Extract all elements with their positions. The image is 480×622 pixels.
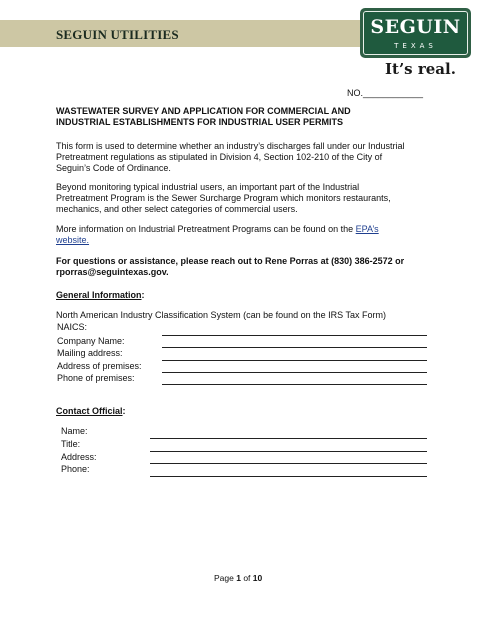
- page-footer: Page 1 of 10: [214, 573, 263, 583]
- company-name-field[interactable]: [162, 347, 427, 348]
- intro-line-3: Seguin’s Code of Ordinance.: [56, 163, 171, 173]
- epa-link-continued[interactable]: website.: [56, 235, 90, 245]
- epa-link[interactable]: EPA’s: [355, 224, 379, 234]
- header-banner: [0, 20, 362, 47]
- surcharge-line-1: Beyond monitoring typical industrial users, an important part of the Industrial: [56, 182, 360, 192]
- intro-line-1: This form is used to determine whether an industry’s discharges fall under our Industrial: [56, 141, 405, 151]
- naics-field[interactable]: [162, 335, 427, 336]
- official-name-field[interactable]: [150, 438, 427, 439]
- logo-subtitle: TEXAS: [394, 42, 437, 50]
- contact-official-heading: Contact Official:: [56, 406, 126, 416]
- contact-line-1: For questions or assistance, please reach out to Rene Porras at (830) 386-2572 or: [56, 256, 405, 266]
- seguin-logo: [360, 8, 471, 58]
- surcharge-line-2: Pretreatment Program is the Sewer Surcharge Program which monitors restaurants,: [56, 193, 391, 203]
- logo-wordmark: SEGUIN: [370, 16, 461, 38]
- form-title-line2: INDUSTRIAL ESTABLISHMENTS FOR INDUSTRIAL USER PERMITS: [56, 117, 344, 127]
- general-info-heading: General Information:: [56, 290, 145, 300]
- premises-address-field[interactable]: [162, 372, 427, 373]
- premises-phone-label: Phone of premises:: [57, 373, 135, 383]
- company-name-label: Company Name:: [57, 336, 125, 346]
- official-phone-label: Phone:: [61, 464, 90, 474]
- official-address-field[interactable]: [150, 463, 427, 464]
- official-title-label: Title:: [61, 439, 81, 449]
- surcharge-line-3: mechanics, and other select categories of commercial users.: [56, 204, 298, 214]
- more-info-text: More information on Industrial Pretreatment Programs can be found on the EPA’s: [56, 224, 379, 234]
- mailing-address-field[interactable]: [162, 360, 427, 361]
- naics-label: NAICS:: [57, 322, 88, 332]
- official-phone-field[interactable]: [150, 476, 427, 477]
- form-title-line1: WASTEWATER SURVEY AND APPLICATION FOR COMMERCIAL AND: [56, 106, 351, 116]
- contact-line-2: rporras@seguintexas.gov.: [56, 267, 169, 277]
- form-number: NO.____________: [347, 88, 424, 98]
- premises-phone-field[interactable]: [162, 384, 427, 385]
- naics-note: North American Industry Classification System (can be found on the IRS Tax Form): [56, 310, 386, 320]
- premises-address-label: Address of premises:: [57, 361, 142, 371]
- official-title-field[interactable]: [150, 451, 427, 452]
- tagline: It’s real.: [385, 60, 456, 78]
- official-name-label: Name:: [61, 426, 88, 436]
- banner-title: SEGUIN UTILITIES: [56, 27, 179, 42]
- mailing-address-label: Mailing address:: [57, 348, 123, 358]
- official-address-label: Address:: [61, 452, 97, 462]
- intro-line-2: Pretreatment regulations as stipulated in Division 4, Section 102-210 of the City of: [56, 152, 383, 162]
